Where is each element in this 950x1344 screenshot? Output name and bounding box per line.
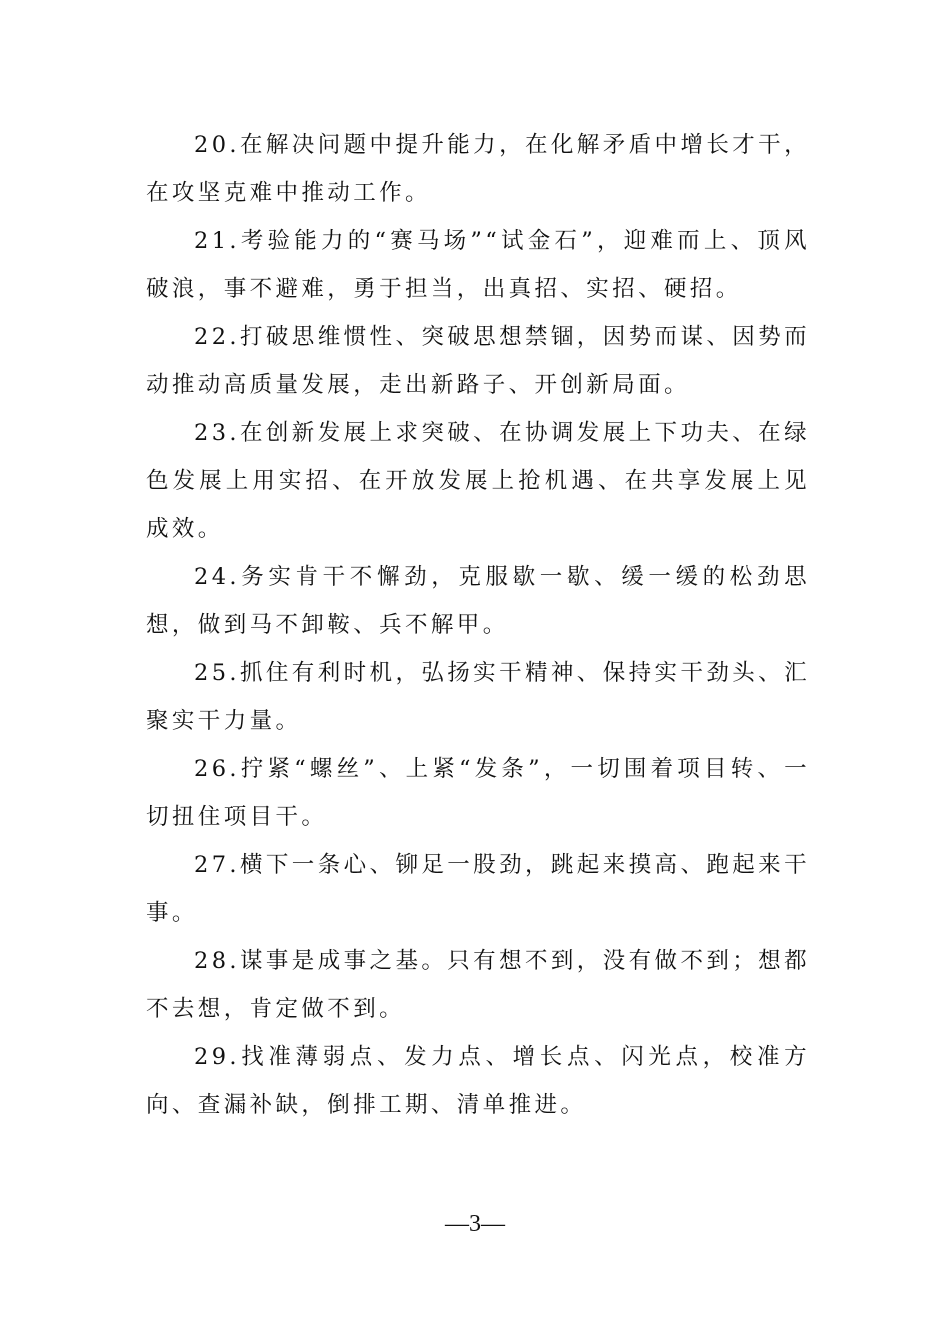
paragraph-28: 28.谋事是成事之基。只有想不到，没有做不到；想都不去想，肯定做不到。 bbox=[146, 948, 810, 1022]
paragraph-23: 23.在创新发展上求突破、在协调发展上下功夫、在绿色发展上用实招、在开放发展上抢机遇、在共享发展上见成效。 bbox=[146, 420, 810, 542]
paragraph-22: 22.打破思维惯性、突破思想禁锢，因势而谋、因势而动推动高质量发展，走出新路子、开创新局面。 bbox=[146, 324, 810, 398]
body-text bbox=[146, 121, 810, 1129]
paragraph-20: 20.在解决问题中提升能力，在化解矛盾中增长才干，在攻坚克难中推动工作。 bbox=[146, 132, 810, 206]
paragraph-25: 25.抓住有利时机，弘扬实干精神、保持实干劲头、汇聚实干力量。 bbox=[146, 660, 810, 734]
page-number: —3— bbox=[445, 1211, 505, 1237]
paragraph-27: 27.横下一条心、铆足一股劲，跳起来摸高、跑起来干事。 bbox=[146, 852, 810, 926]
paragraph-24: 24.务实肯干不懈劲，克服歇一歇、缓一缓的松劲思想，做到马不卸鞍、兵不解甲。 bbox=[146, 564, 810, 638]
paragraph-21: 21.考验能力的“赛马场”“试金石”，迎难而上、顶风破浪，事不避难，勇于担当，出真招、实招、硬招。 bbox=[146, 228, 810, 302]
paragraph-26: 26.拧紧“螺丝”、上紧“发条”，一切围着项目转、一切扭住项目干。 bbox=[146, 756, 810, 830]
paragraph-29: 29.找准薄弱点、发力点、增长点、闪光点，校准方向、查漏补缺，倒排工期、清单推进。 bbox=[146, 1044, 810, 1118]
